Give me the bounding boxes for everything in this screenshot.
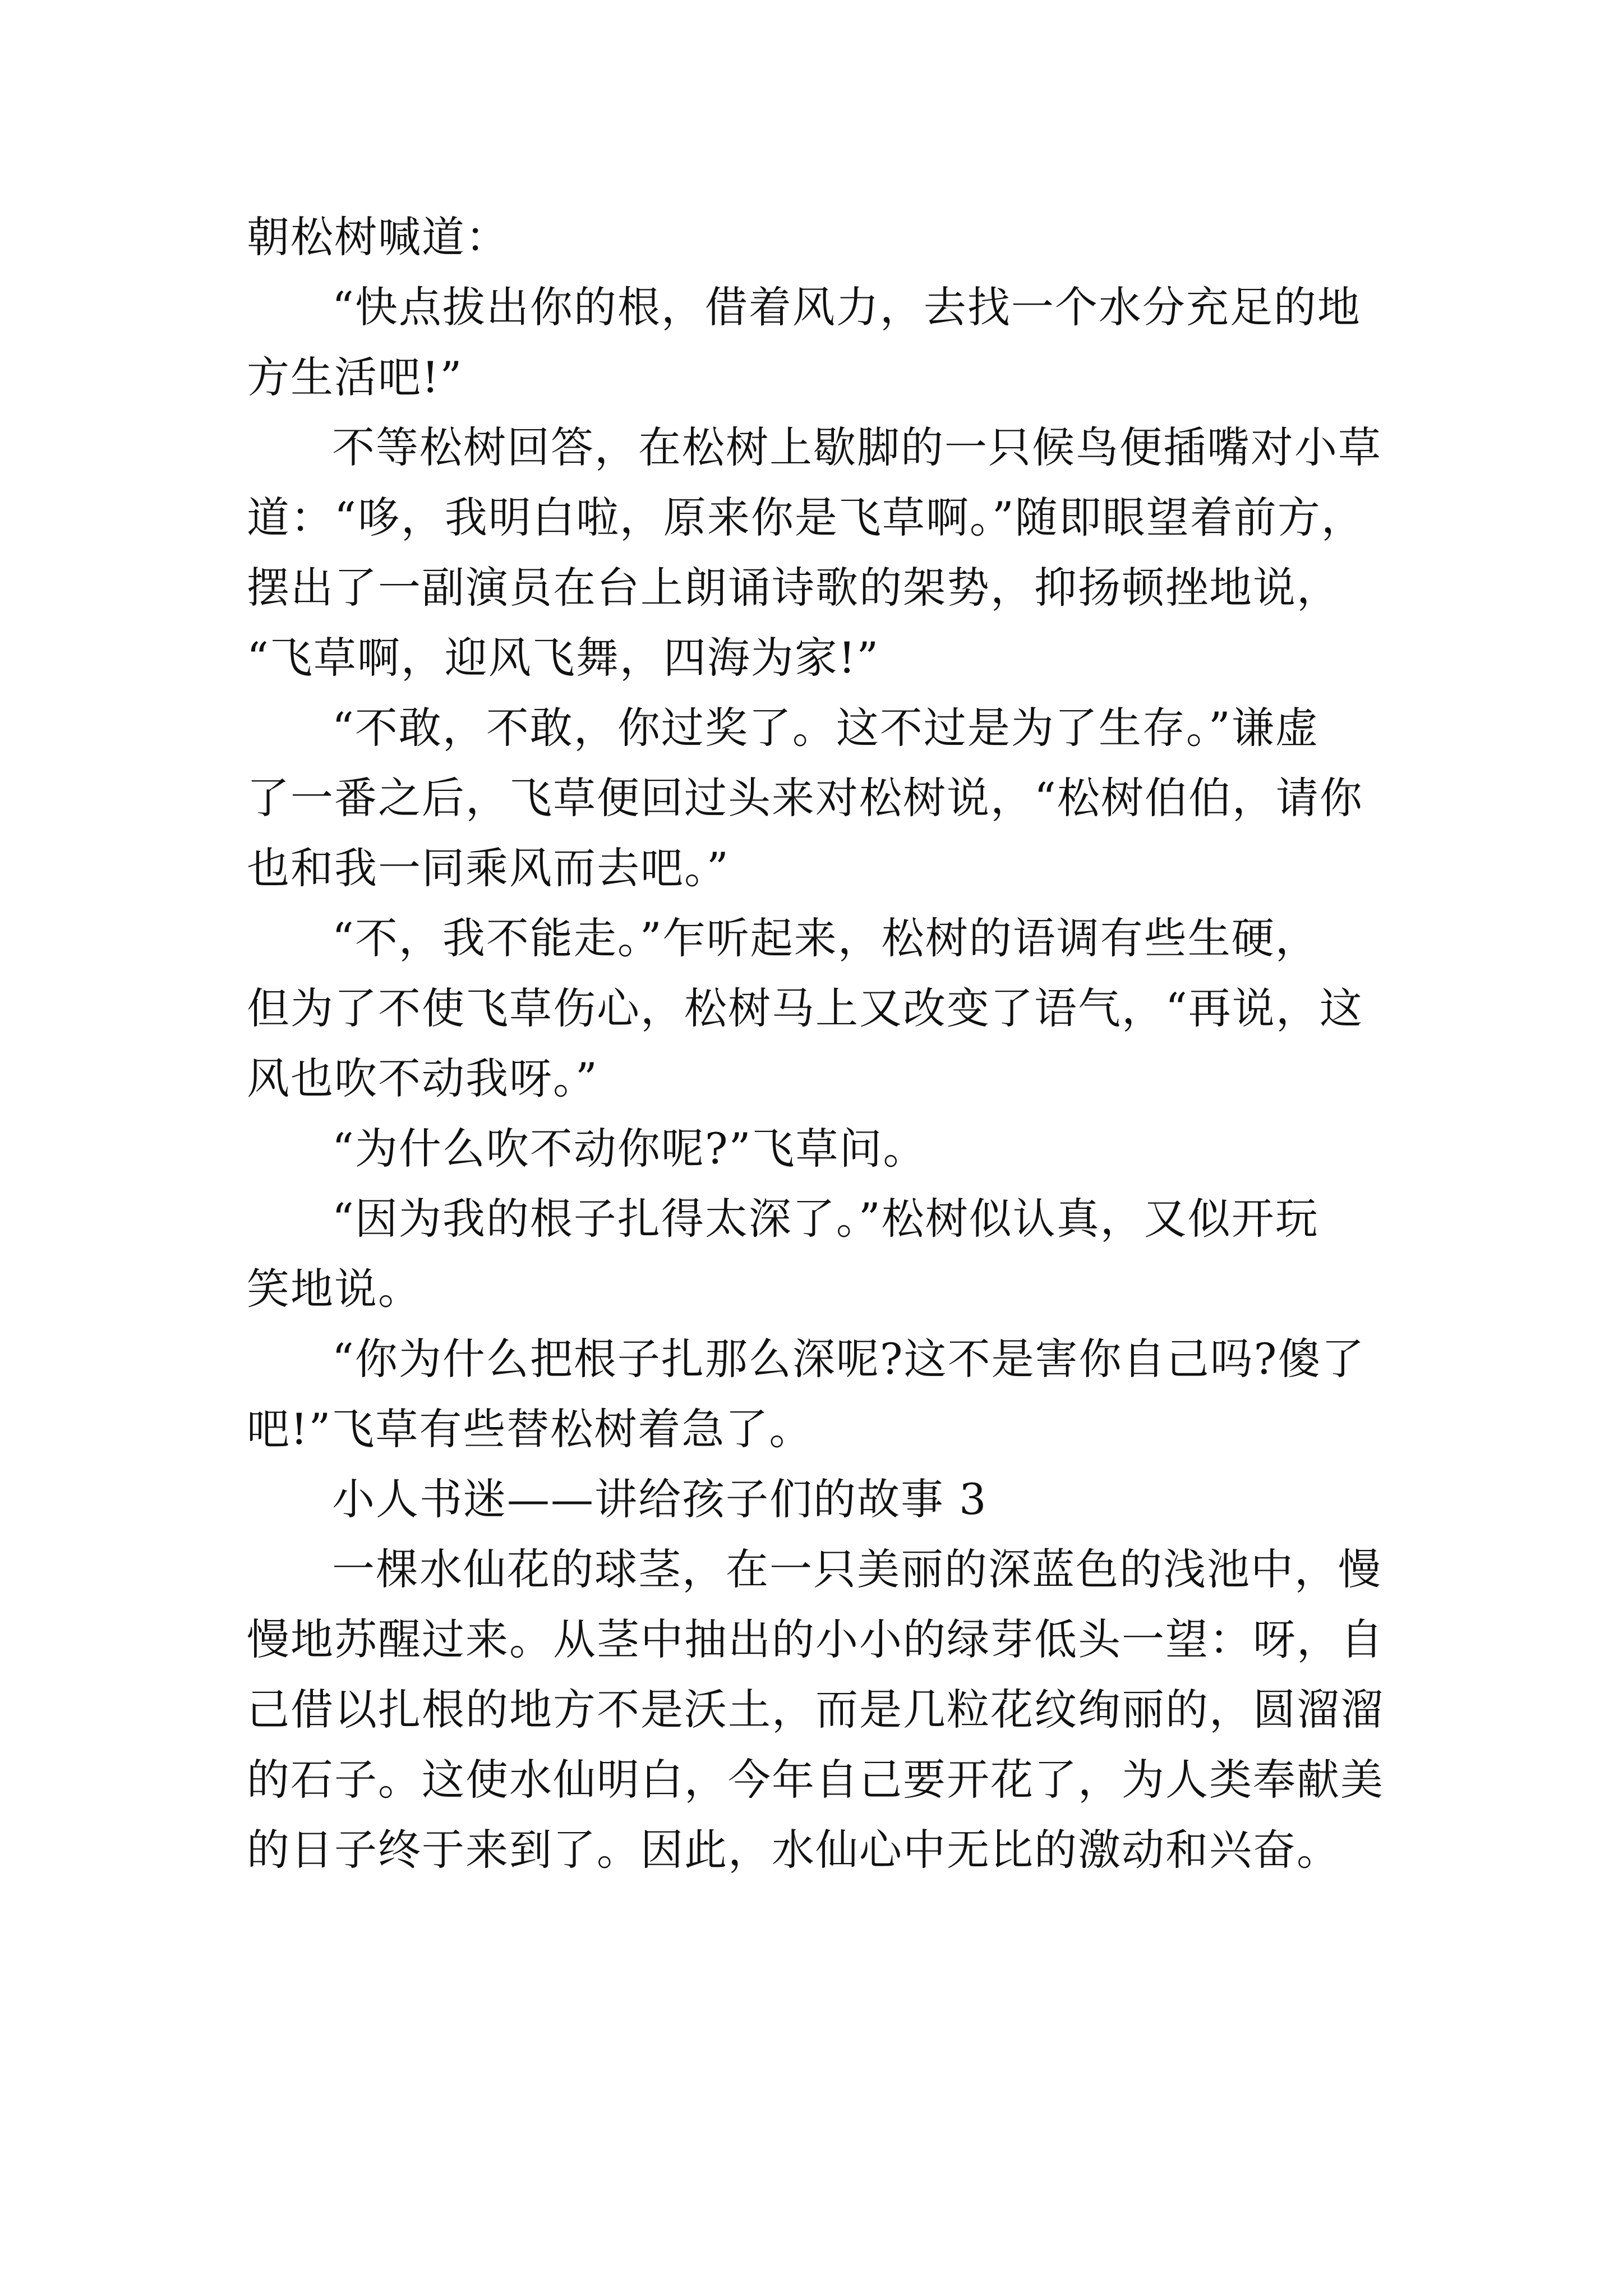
text-line: 笑地说。	[247, 1264, 422, 1314]
text-line: 不等松树回答，在松树上歇脚的一只候鸟便插嘴对小草	[332, 422, 1382, 472]
text-line: 朝松树喊道：	[247, 212, 509, 262]
text-line: “快点拔出你的根，借着风力，去找一个水分充足的地	[332, 282, 1361, 332]
text-line: 的日子终于来到了。因此，水仙心中无比的激动和兴奋。	[247, 1825, 1340, 1875]
text-line: “不，我不能走。”乍听起来，松树的语调有些生硬，	[332, 913, 1319, 963]
text-line: 摆出了一副演员在台上朗诵诗歌的架势，抑扬顿挫地说，	[247, 563, 1340, 613]
text-line: 风也吹不动我呀。”	[247, 1053, 598, 1103]
text-line: 己借以扎根的地方不是沃土，而是几粒花纹绚丽的，圆溜溜	[247, 1685, 1384, 1734]
text-line: 了一番之后，飞草便回过头来对松树说，“松树伯伯，请你	[247, 773, 1363, 823]
text-line: 也和我一同乘风而去吧。”	[247, 843, 730, 893]
text-line: 的石子。这使水仙明白，今年自己要开花了，为人类奉献美	[247, 1755, 1384, 1805]
section-heading: 小人书迷——讲给孩子们的故事 3	[332, 1474, 988, 1524]
text-line: “你为什么把根子扎那么深呢?这不是害你自己吗?傻了	[332, 1334, 1366, 1384]
text-line: 但为了不使飞草伤心，松树马上又改变了语气，“再说，这	[247, 983, 1363, 1033]
text-line: “为什么吹不动你呢?”飞草问。	[332, 1124, 927, 1174]
text-line: “不敢，不敢，你过奖了。这不过是为了生存。”谦虚	[332, 703, 1319, 753]
text-line: 方生活吧!”	[247, 352, 463, 402]
text-line: 一棵水仙花的球茎，在一只美丽的深蓝色的浅池中，慢	[332, 1544, 1382, 1594]
text-line: 慢地苏醒过来。从茎中抽出的小小的绿芽低头一望：呀，自	[247, 1614, 1384, 1664]
text-line: 吧!”飞草有些替松树着急了。	[247, 1404, 813, 1454]
document-body	[247, 202, 1391, 1885]
text-line: 道：“哆，我明白啦，原来你是飞草啊。”随即眼望着前方，	[247, 493, 1365, 542]
text-line: “飞草啊，迎风飞舞，四海为家!”	[247, 633, 880, 683]
text-line: “因为我的根子扎得太深了。”松树似认真，又似开玩	[332, 1194, 1319, 1244]
